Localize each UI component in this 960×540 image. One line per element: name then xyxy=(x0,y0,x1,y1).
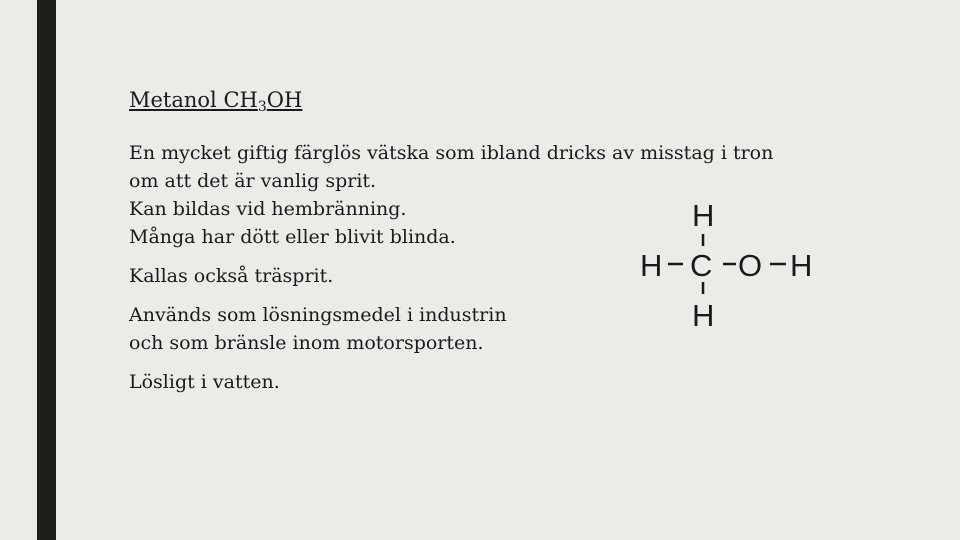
text-line: om att det är vanlig sprit. xyxy=(129,170,377,192)
methanol-structure-diagram xyxy=(635,196,825,336)
paragraph-solubility xyxy=(129,368,849,396)
text-line: och som bränsle inom motorsporten. xyxy=(129,332,484,354)
atom-carbon: C xyxy=(690,248,713,283)
text-line: Används som lösningsmedel i industrin xyxy=(129,304,507,326)
text-line: Många har dött eller blivit blinda. xyxy=(129,226,456,248)
atom-h-right: H xyxy=(790,248,813,283)
accent-bar xyxy=(37,0,56,540)
title-subscript: 3 xyxy=(257,99,267,115)
atom-h-left: H xyxy=(640,248,663,283)
text-line: Kan bildas vid hembränning. xyxy=(129,198,407,220)
atom-oxygen: O xyxy=(738,248,763,283)
title-suffix: OH xyxy=(266,88,303,112)
atom-h-top: H xyxy=(692,198,715,233)
slide-title xyxy=(129,86,302,114)
atom-h-bottom: H xyxy=(692,298,715,333)
text-line: Kallas också träsprit. xyxy=(129,265,334,287)
text-line: Lösligt i vatten. xyxy=(129,371,280,393)
text-line: En mycket giftig färglös vätska som ibland dricks av misstag i tron xyxy=(129,142,774,164)
title-prefix: Metanol CH xyxy=(129,88,258,112)
